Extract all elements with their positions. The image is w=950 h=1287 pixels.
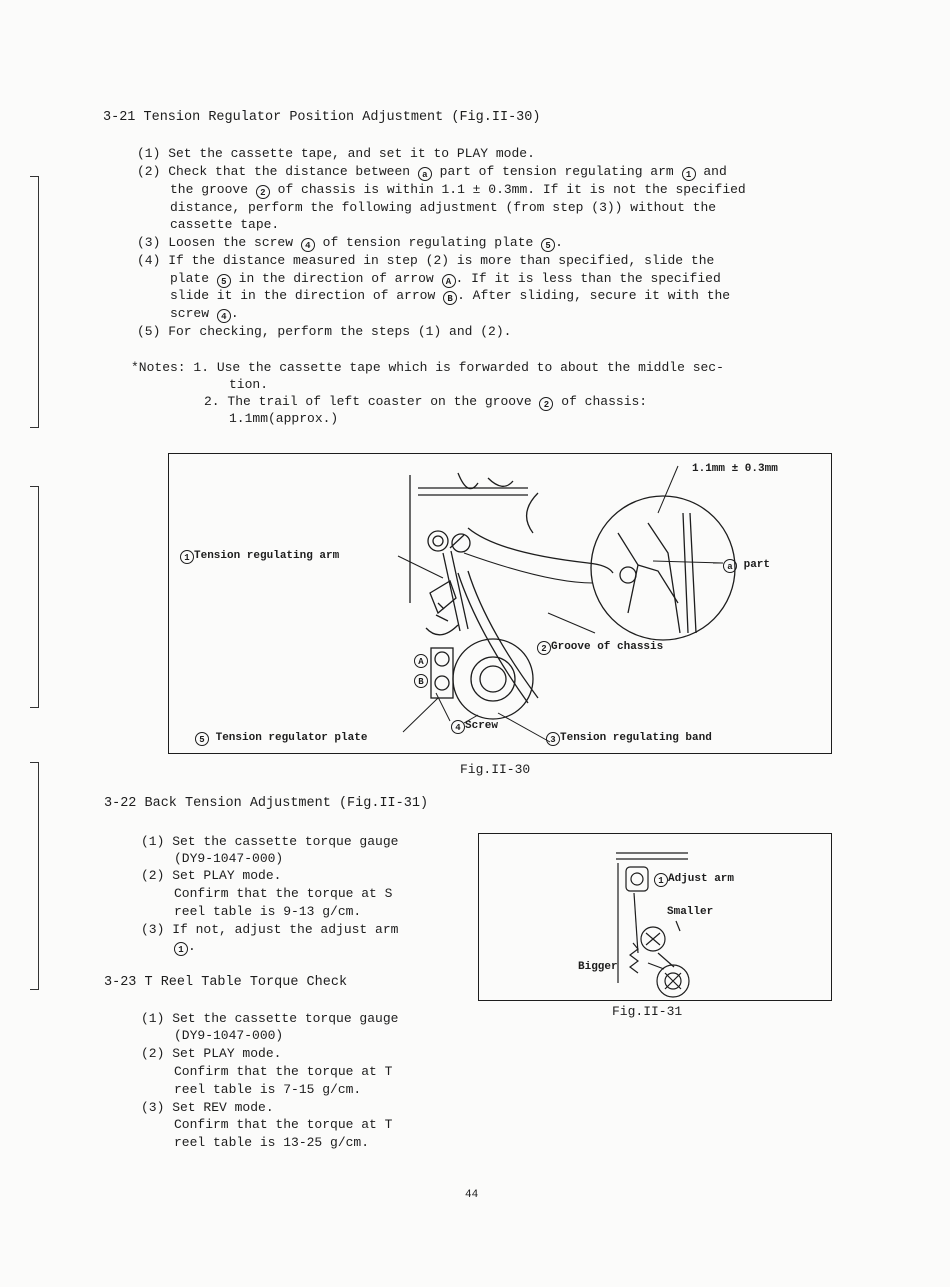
plate-label: 5 Tension regulator plate	[195, 731, 367, 746]
s322-step-1: (1) Set the cassette torque gauge	[141, 834, 399, 849]
part-label: a part	[723, 558, 770, 573]
mark-1: 1	[682, 167, 696, 181]
figure-ii-31-drawing	[478, 833, 830, 999]
s322-step-2-cont: reel table is 9-13 g/cm.	[174, 904, 362, 919]
mark-2: 2	[256, 185, 270, 199]
step-1: (1) Set the cassette tape, and set it to PLAY mode.	[137, 146, 535, 161]
mark-5: 5	[541, 238, 555, 252]
adjust-arm-label: 1 Adjust arm	[654, 872, 734, 887]
s323-step-1-cont: (DY9-1047-000)	[174, 1028, 284, 1043]
step-4: (4) If the distance measured in step (2) is more than specified, slide the	[137, 253, 715, 268]
screw-label: 4 Screw	[451, 719, 498, 734]
section-3-22-heading: 3-22 Back Tension Adjustment (Fig.II-31)	[104, 796, 429, 811]
page-number: 44	[465, 1189, 479, 1201]
arrow-b-label: B	[414, 673, 428, 688]
s323-step-2: (2) Set PLAY mode.	[141, 1046, 282, 1061]
section-3-23-heading: 3-23 T Reel Table Torque Check	[104, 975, 348, 990]
s322-step-2-cont: Confirm that the torque at S	[174, 886, 393, 901]
note-1: *Notes: 1. Use the cassette tape which is forwarded to about the middle sec-	[131, 360, 724, 375]
mark-5: 5	[217, 274, 231, 288]
mark-2: 2	[539, 397, 553, 411]
margin-bracket	[30, 176, 39, 428]
s323-step-1: (1) Set the cassette torque gauge	[141, 1011, 399, 1026]
section-3-21-heading: 3-21 Tension Regulator Position Adjustment (Fig.II-30)	[103, 110, 541, 125]
note-1-cont: tion.	[229, 377, 269, 392]
s322-step-3: (3) If not, adjust the adjust arm	[141, 922, 399, 937]
figure-ii-31-caption: Fig.II-31	[612, 1004, 683, 1019]
step-5: (5) For checking, perform the steps (1) and (2).	[137, 324, 512, 339]
s323-step-3-cont: reel table is 13-25 g/cm.	[174, 1135, 370, 1150]
s322-step-1-cont: (DY9-1047-000)	[174, 851, 284, 866]
step-4-cont: plate 5 in the direction of arrow A . If it is less than the specified	[170, 271, 721, 287]
mark-4: 4	[217, 309, 231, 323]
band-label: 3 Tension regulating band	[546, 731, 712, 746]
step-2-cont: distance, perform the following adjustment (from step (3)) without the	[170, 200, 717, 215]
smaller-label: Smaller	[667, 906, 714, 918]
dimension-label: 1.1mm ± 0.3mm	[692, 463, 778, 475]
mark-B: B	[443, 291, 457, 305]
note-2: 2. The trail of left coaster on the groove 2 of chassis:	[204, 394, 648, 410]
s323-step-3: (3) Set REV mode.	[141, 1100, 274, 1115]
note-2-cont: 1.1mm(approx.)	[229, 411, 339, 426]
arrow-a-label: A	[414, 653, 428, 668]
mark-4: 4	[301, 238, 315, 252]
step-3: (3) Loosen the screw 4 of tension regulating plate 5 .	[137, 235, 563, 251]
s322-step-2: (2) Set PLAY mode.	[141, 868, 282, 883]
s323-step-3-cont: Confirm that the torque at T	[174, 1117, 393, 1132]
step-4-cont: slide it in the direction of arrow B . After sliding, secure it with the	[170, 288, 731, 304]
step-2-cont: cassette tape.	[170, 217, 280, 232]
figure-ii-30-drawing	[168, 453, 830, 752]
groove-label: 2 Groove of chassis	[537, 640, 663, 655]
step-4-cont: screw 4 .	[170, 306, 239, 322]
margin-bracket	[30, 762, 39, 990]
bigger-label: Bigger	[578, 961, 618, 973]
step-2: (2) Check that the distance between a part of tension regulating arm 1 and	[137, 164, 727, 180]
figure-ii-30-caption: Fig.II-30	[460, 762, 531, 777]
margin-bracket	[30, 486, 39, 708]
mark-A: A	[442, 274, 456, 288]
s323-step-2-cont: Confirm that the torque at T	[174, 1064, 393, 1079]
step-2-cont: the groove 2 of chassis is within 1.1 ± 0.3mm. If it is not the specified	[170, 182, 746, 198]
mark-a: a	[418, 167, 432, 181]
s323-step-2-cont: reel table is 7-15 g/cm.	[174, 1082, 362, 1097]
s322-step-3-cont: 1 .	[174, 938, 196, 956]
tension-arm-label: 1 Tension regulating arm	[180, 549, 339, 564]
